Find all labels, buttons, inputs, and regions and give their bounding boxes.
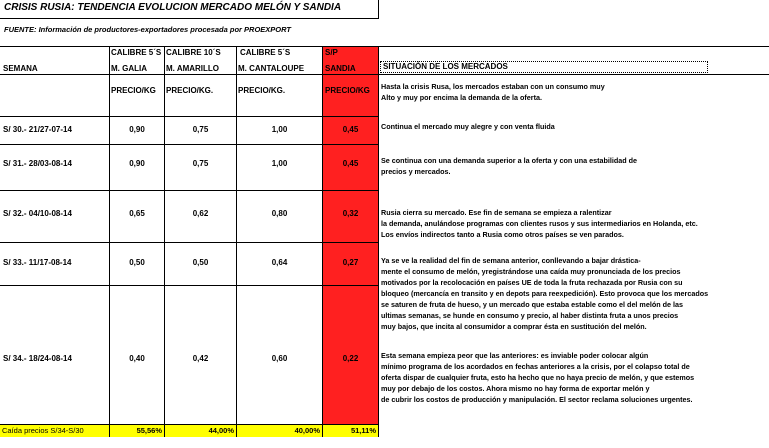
situation-line: se saturen de fruta de hueso, y un mercado que estaba estable como el del melón de las	[381, 300, 683, 309]
situation-line: la demanda, anulándose programas con clientes rusos y sus intermediarios en Holanda, etc.	[381, 219, 698, 228]
header-amarillo-calibre: CALIBRE 10´S	[166, 48, 221, 57]
situation-line: bloqueo (mercancía en transito y en depots para reexpedición). Esto provoca que los mercados	[381, 289, 709, 298]
situation-line: ultimas semanas, se hunde en consumo y precio, al haber distinta fruta a unos precios	[381, 311, 679, 320]
situation-line: precios y mercados.	[381, 167, 451, 176]
situation-line: Se continua con una demanda superior a la oferta y con una estabilidad de	[381, 156, 638, 165]
row-week: S/ 32.- 04/10-08-14	[3, 209, 72, 218]
situation-line: muy por debajo de los costos. Ahora mismo no hay forma de exportar melón y	[381, 384, 650, 393]
situation-line: muy bajos, que incita al consumidor a comprar ésta en sustitución del melón.	[381, 322, 647, 331]
header-top-rule	[0, 46, 769, 47]
row-sandia: 0,22	[342, 354, 359, 363]
grid-line	[0, 242, 379, 243]
grid-line	[0, 285, 379, 286]
header-semana: SEMANA	[3, 64, 38, 73]
row-cantaloupe: 1,00	[271, 159, 288, 168]
situation-line: Continua el mercado muy alegre y con venta fluida	[381, 122, 555, 131]
price-label-galia: PRECIO/KG	[111, 86, 156, 95]
row-amarillo: 0,75	[192, 159, 209, 168]
source-note: FUENTE: Información de productores-exportadores procesada por PROEXPORT	[4, 25, 291, 34]
row-week: S/ 30.- 21/27-07-14	[3, 125, 72, 134]
row-galia: 0,50	[129, 258, 145, 267]
price-label-amarillo: PRECIO/KG.	[166, 86, 214, 95]
intro-line: Hasta la crisis Rusa, los mercados estaban con un consumo muy	[381, 82, 605, 91]
row-amarillo: 0,42	[192, 354, 209, 363]
row-galia: 0,65	[129, 209, 145, 218]
grid-line	[0, 190, 379, 191]
situation-line: mínimo programa de los acordados en fechas anteriores a la crisis, por el colapso total de	[381, 362, 690, 371]
row-galia: 0,40	[129, 354, 145, 363]
situation-line: Esta semana empieza peor que las anteriores: es inviable poder colocar algún	[381, 351, 649, 360]
footer-amarillo: 44,00%	[208, 426, 234, 435]
row-amarillo: 0,75	[192, 125, 209, 134]
row-amarillo: 0,62	[192, 209, 209, 218]
title-rule	[0, 18, 379, 19]
situation-line: Los envíos indirectos tanto a Rusia como otros países se ven parados.	[381, 230, 624, 239]
header-sandia-calibre: S/P	[325, 48, 338, 57]
row-galia: 0,90	[129, 125, 145, 134]
header-situacion: SITUACIÓN DE LOS MERCADOS	[380, 61, 708, 73]
situation-line: Rusia cierra su mercado. Ese fin de semana se empieza a ralentizar	[381, 208, 612, 217]
row-cantaloupe: 1,00	[271, 125, 288, 134]
situation-line: oferta dispar de cualquier fruta, esto ha hecho que no haya precio de melón, y que estemos	[381, 373, 695, 382]
row-week: S/ 34.- 18/24-08-14	[3, 354, 72, 363]
situation-line: motivados por la recolocación en países UE de toda la fruta rechazada por Rusia con su	[381, 278, 683, 287]
row-amarillo: 0,50	[192, 258, 209, 267]
row-week: S/ 33.- 11/17-08-14	[3, 258, 72, 267]
grid-line	[0, 116, 379, 117]
row-sandia: 0,45	[342, 125, 359, 134]
grid-line	[0, 424, 379, 425]
row-cantaloupe: 0,64	[271, 258, 288, 267]
grid-line	[0, 74, 769, 75]
footer-sandia: 51,11%	[350, 426, 376, 435]
header-galia: M. GALIA	[111, 64, 147, 73]
header-sandia: SANDIA	[325, 64, 356, 73]
row-week: S/ 31.- 28/03-08-14	[3, 159, 72, 168]
situation-line: mente el consumo de melón, yregistrándose una caída muy pronunciada de los precios	[381, 267, 681, 276]
header-cantaloupe: M. CANTALOUPE	[238, 64, 305, 73]
title-border	[378, 0, 379, 18]
intro-line: Alto y muy por encima la demanda de la oferta.	[381, 93, 542, 102]
row-sandia: 0,45	[342, 159, 359, 168]
row-galia: 0,90	[129, 159, 145, 168]
situation-line: Ya se ve la realidad del fin de semana anterior, conllevando a bajar drástica-	[381, 256, 641, 265]
price-label-cantaloupe: PRECIO/KG.	[238, 86, 286, 95]
row-cantaloupe: 0,80	[271, 209, 288, 218]
header-galia-calibre: CALIBRE 5´S	[111, 48, 162, 57]
header-amarillo: M. AMARILLO	[166, 64, 220, 73]
footer-label: Caída precios S/34-S/30	[2, 426, 84, 435]
footer-cantaloupe: 40,00%	[294, 426, 320, 435]
row-sandia: 0,27	[342, 258, 359, 267]
footer-galia: 55,56%	[136, 426, 162, 435]
row-cantaloupe: 0,60	[271, 354, 288, 363]
header-cantaloupe-calibre: CALIBRE 5´S	[240, 48, 291, 57]
row-sandia: 0,32	[342, 209, 359, 218]
page-title: CRISIS RUSIA: TENDENCIA EVOLUCION MERCADO MELÓN Y SANDIA	[4, 2, 342, 13]
grid-line	[0, 144, 379, 145]
situation-line: de cubrir los costos de producción y manipulación. El sector reclama soluciones urgentes.	[381, 395, 693, 404]
price-label-sandia: PRECIO/KG	[325, 86, 370, 95]
